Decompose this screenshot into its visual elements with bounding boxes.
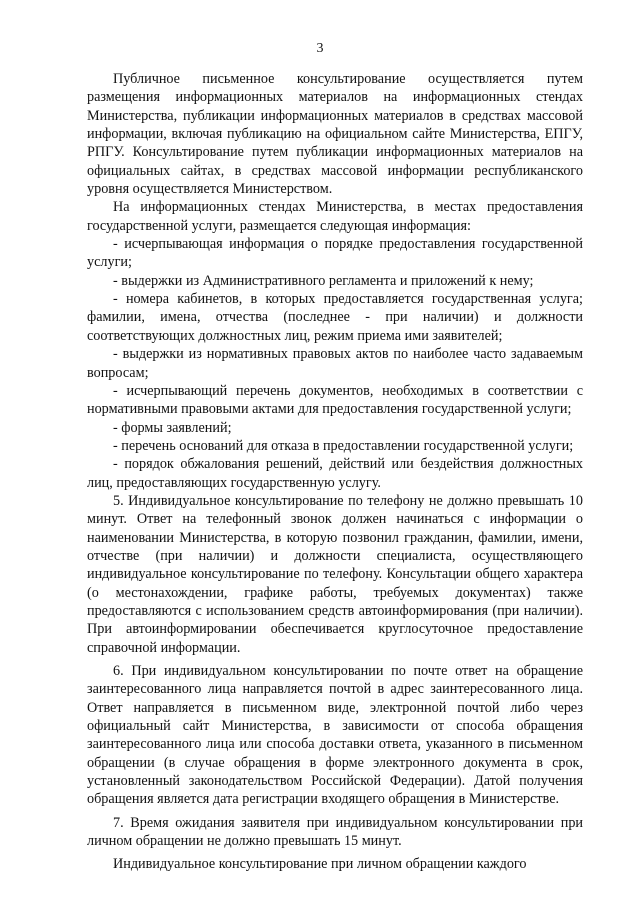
paragraph-personal-consulting: Индивидуальное консультирование при личном обращении каждого [113,856,527,873]
list-item-legal-acts-extracts: - выдержки из нормативных правовых актов по наиболее часто задаваемым вопросам; [87,346,583,381]
paragraph-item-5-phone-consulting: 5. Индивидуальное консультирование по телефону не должно превышать 10 минут. Ответ на телефонный звонок должен начинаться с информации о наименовании Министерства, в которую позвонил гражданин, фамилии, имени, отчестве (при наличии) и должности специалиста, осуществляющего индивидуальное консультирование по телефону. Консультации общего характера (о местонахождении, графике работы, требуемых документах) также предоставляются с использованием средств автоинформирования (при наличии). При автоинформировании обеспечивается круглосуточное предоставление справочной информации. [87,492,583,656]
document-body [87,70,583,874]
paragraph-public-written-consulting: Публичное письменное консультирование осуществляется путем размещения информационных материалов на информационных стендах Министерства, публикации информационных материалов в средствах массовой информации, включая публикацию на официальном сайте Министерства, ЕПГУ, РПГУ. Консультирование путем публикации информационных материалов на официальных сайтах, в средствах массовой информации республиканского уровня осуществляется Министерством. [87,71,583,198]
page-number: 3 [316,41,324,56]
paragraph-item-7-waiting-time: 7. Время ожидания заявителя при индивидуальном консультировании при личном обращении не должно превышать 15 минут. [87,814,583,850]
list-item-refusal-grounds: - перечень оснований для отказа в предоставлении государственной услуги; [113,437,574,454]
list-item-procedure-info: - исчерпывающая информация о порядке предоставления государственной услуги; [87,236,583,271]
list-item-documents-list: - исчерпывающий перечень документов, необходимых в соответствии с нормативными правовыми актами для предоставления государственной услуги; [87,382,583,418]
list-item-application-forms: - формы заявлений; [113,419,232,436]
list-item-office-numbers: - номера кабинетов, в которых предоставляется государственная услуга; фамилии, имена, отчества (последнее - при наличии) и должности соответствующих должностных лиц, режим приема ими заявителей; [87,291,583,344]
list-item-appeal-procedure: - порядок обжалования решений, действий или бездействия должностных лиц, предоставляющих государственную услугу. [87,456,583,491]
paragraph-item-6-mail-consulting: 6. При индивидуальном консультировании по почте ответ на обращение заинтересованного лица направляется почтой в адрес заинтересованного лица. Ответ направляется в письменном виде, электронной почтой либо через официальный сайт Министерства, в зависимости от способа обращения заинтересованного лица или способа доставки ответа, указанного в письменном обращении (в случае обращения в форме электронного документа в срок, установленный законодательством Российской Федерации). Датой получения обращения является дата регистрации входящего обращения в Министерстве. [87,663,583,808]
paragraph-info-stands-intro: На информационных стендах Министерства, в местах предоставления государственной услуги, размещается следующая информация: [87,199,583,234]
list-item-regulation-extracts: - выдержки из Административного регламента и приложений к нему; [113,272,534,289]
